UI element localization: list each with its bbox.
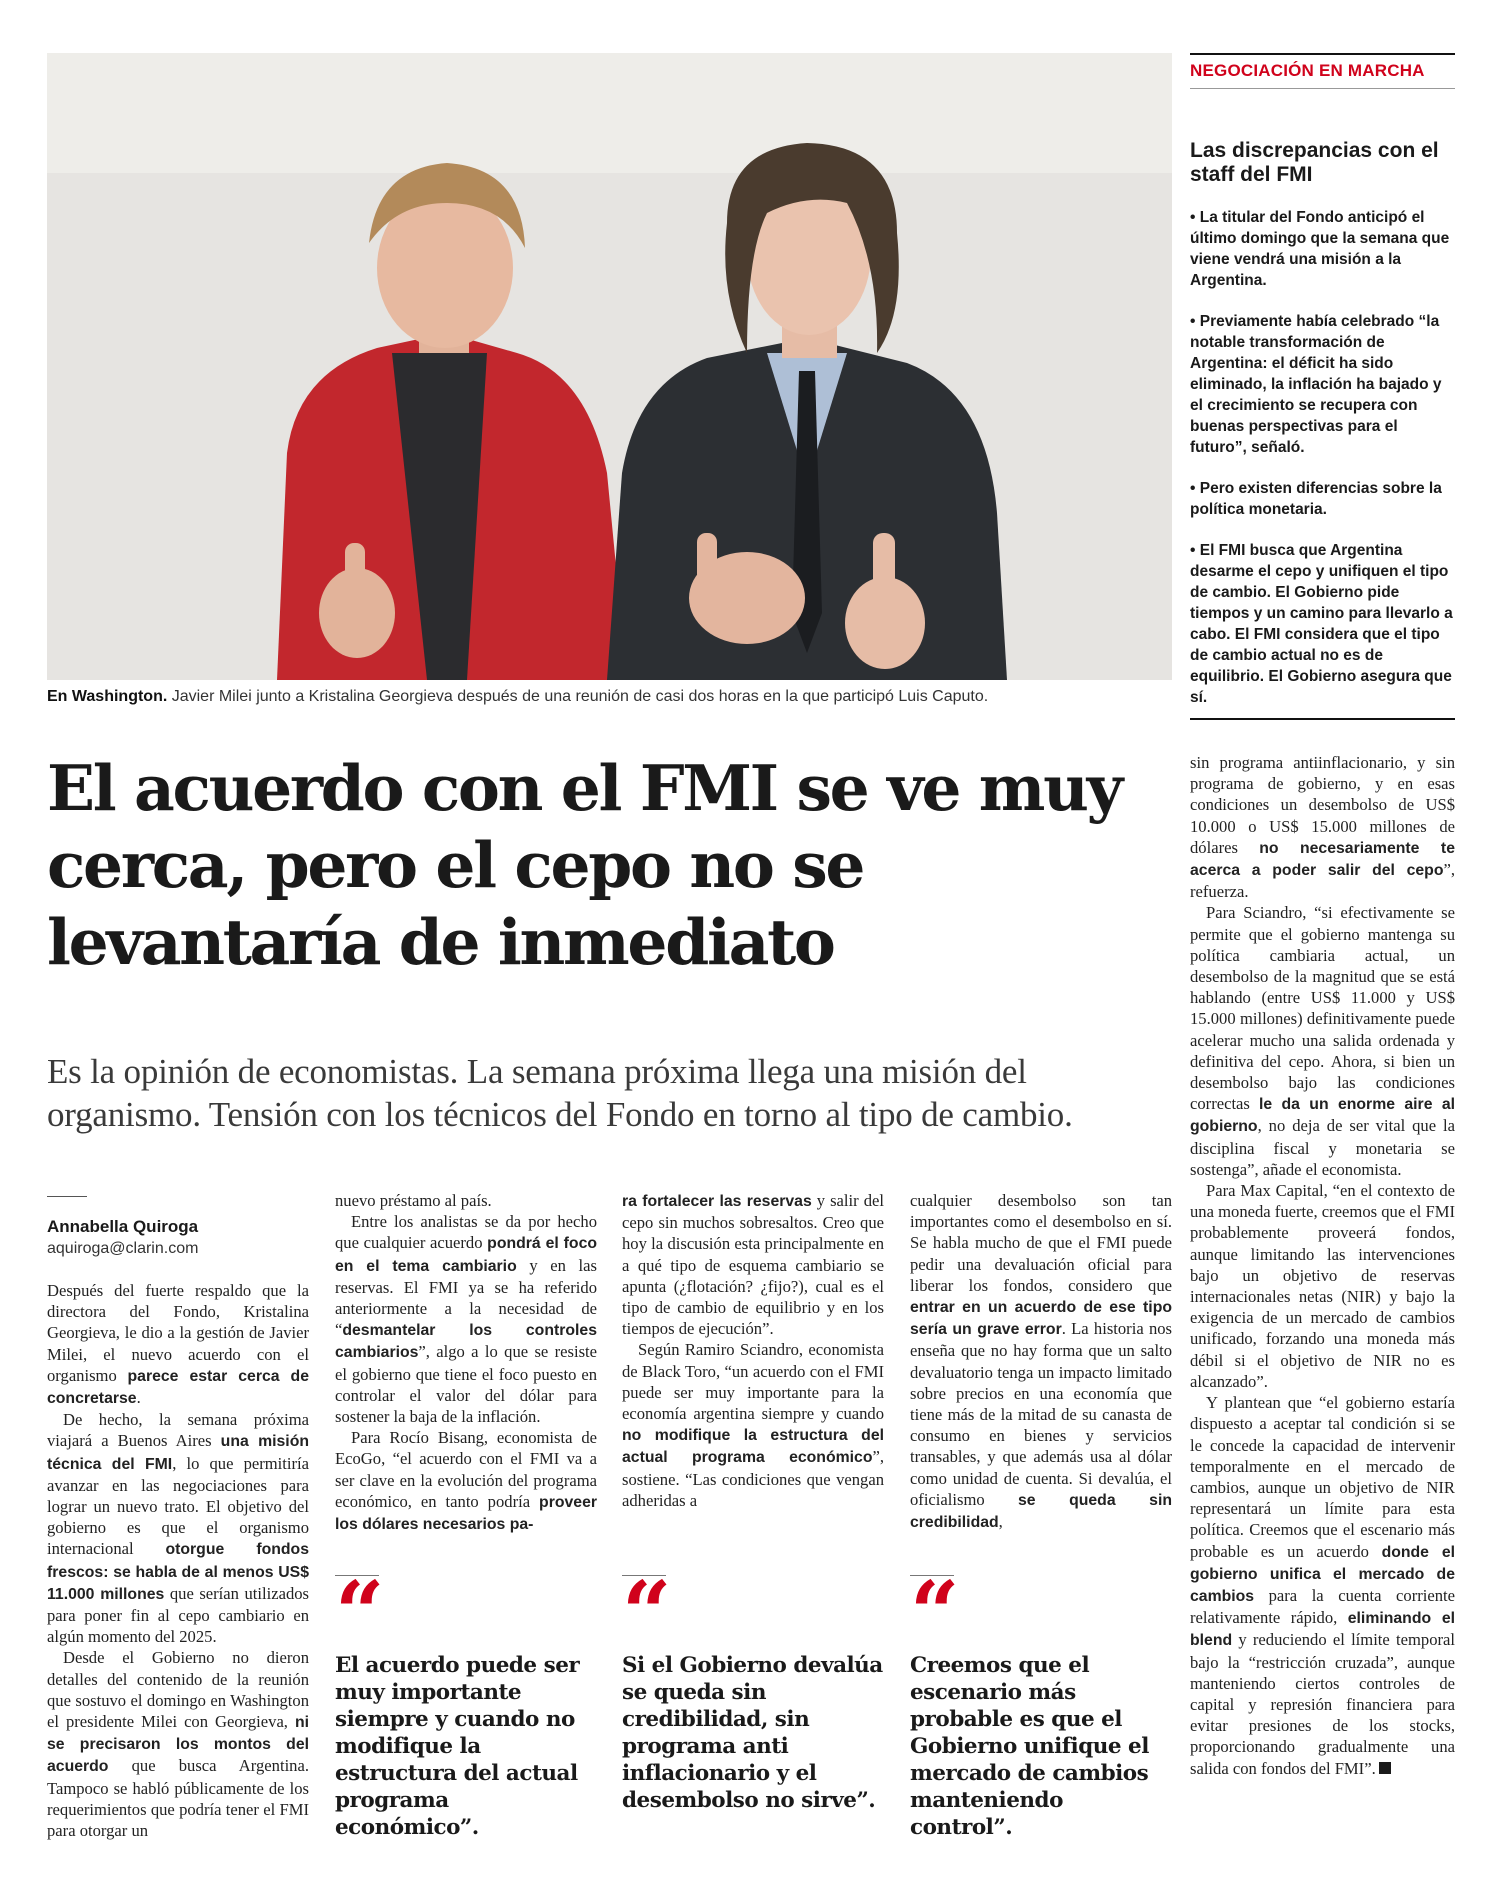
text-run: Para Rocío Bisang, economista de EcoGo, “el acuerdo con el FMI va a ser clave en la evolución del programa económico, en tanto podría: [335, 1428, 597, 1511]
photo-illustration: [47, 53, 1172, 680]
headline: El acuerdo con el FMI se ve muy cerca, pero el cepo no se levantaría de inmediato: [47, 751, 1121, 979]
quote-mark-icon: “: [622, 1563, 666, 1664]
paragraph: [622, 1339, 884, 1511]
end-of-article-mark: [1379, 1762, 1391, 1774]
text-run: Para Max Capital, “en el contexto de una moneda fuerte, creemos que el FMI probablemente proveerá fondos, aunque limitando las intervenciones bajo un objetivo de reservas internacionales netas (NIR) y bajo la exigencia de un mercado de cambios unificado, forzando una moneda más débil si el objetivo de NIR no es alcanzado”.: [1190, 1181, 1455, 1391]
text-run: , no deja de ser vital que la disciplina fiscal y monetaria se sostenga”, añade el economista.: [1190, 1116, 1455, 1179]
paragraph: [47, 1280, 309, 1409]
text-run: ”, algo a lo que se resiste el gobierno que tiene el foco puesto en controlar el valor del dólar para sostener la baja de la inflación.: [335, 1342, 597, 1427]
text-run: y reduciendo el límite temporal bajo la “restricción cruzada”, aunque manteniendo ciertos controles de capital y represión financiera para evitar presiones de los stocks, proporcionando gradualmente una salida con fondos del FMI”.: [1190, 1630, 1455, 1778]
quote-mark-icon: “: [910, 1563, 954, 1664]
paragraph: [335, 1190, 597, 1211]
bold-run: no necesariamente te acerca a poder salir del cepo: [1190, 839, 1455, 880]
text-run: ”, refuerza.: [1190, 860, 1455, 902]
paragraph: [335, 1427, 597, 1535]
sidebar-kicker-rule: [1190, 88, 1455, 89]
sidebar-item: • Previamente había celebrado “la notable transformación de Argentina: el déficit ha sido eliminado, la inflación ha bajado y el crecimiento se recupera con buenas perspectivas para el futuro”, señaló.: [1190, 313, 1442, 456]
bold-run: parece estar cerca de concretarse: [47, 1367, 309, 1408]
text-run: nuevo préstamo al país.: [335, 1191, 492, 1210]
bold-run: proveer los dólares necesarios pa-: [335, 1493, 597, 1534]
article-column-3: [622, 1190, 884, 1511]
bold-run: desmantelar los controles cambiarios: [335, 1322, 597, 1362]
bold-run: pondrá el foco en el tema cambiario: [335, 1235, 598, 1275]
text-run: Para Sciandro, “si efectivamente se permite que el gobierno mantenga su política cambiaria actual, un desembolso de la magnitud que se está hablando (entre US$ 11.000 y US$ 15.000 millones) definitivamente puede acelerar mucho una salida ordenada y definitiva del cepo. Ahora, si bien un desembolso bajo las condiciones correctas: [1190, 903, 1455, 1114]
text-run: ”, sostiene. “Las condiciones que vengan adheridas a: [622, 1447, 884, 1510]
bold-run: ni se precisaron los montos del acuerdo: [47, 1714, 309, 1776]
quote-text: El acuerdo puede ser muy importante siempre y cuando no modifique la estructura del actual programa económico”.: [335, 1653, 580, 1840]
sidebar-kicker: NEGOCIACIÓN EN MARCHA: [1190, 61, 1425, 80]
pull-quote: [910, 1563, 1172, 1841]
author-name: Annabella Quiroga: [47, 1217, 199, 1236]
paragraph: [910, 1190, 1172, 1533]
article-column-1: [47, 1280, 309, 1841]
bold-run: le da un enorme aire al gobierno: [1190, 1096, 1456, 1136]
caption-text: Javier Milei junto a Kristalina Georgieva después de una reunión de casi dos horas en la que participó Luis Caputo.: [167, 688, 989, 705]
text-run: y salir del cepo sin muchos sobresaltos. Creo que hoy la discusión esta principalmente en a qué tipo de esquema cambiario se apunta (¿flotación? ¿fijo?), cual es el tipo de cambio de equilibrio y en los tiempos de ejecución”.: [622, 1191, 884, 1339]
sidebar-box: [1190, 53, 1455, 720]
photo-caption: [47, 688, 1172, 706]
byline-rule: [47, 1196, 87, 1197]
quote-text: Creemos que el escenario más probable es que el Gobierno unifique el mercado de cambios manteniendo control”.: [910, 1653, 1149, 1840]
text-run: sin programa antiinflacionario, y sin programa de gobierno, y en esas condiciones un desembolso de US$ 10.000 o US$ 15.000 millones de dólares: [1190, 753, 1455, 857]
text-run: Y plantean que “el gobierno estaría dispuesto a aceptar tal condición si se le concede la capacidad de intervenir temporalmente en el mercado de cambios, aunque un objetivo de NIR representará un límite para esta política. Creemos que el escenario más probable es un acuerdo: [1190, 1393, 1455, 1561]
pull-quote: [335, 1563, 597, 1841]
paragraph: [335, 1211, 597, 1427]
sidebar-item: • La titular del Fondo anticipó el último domingo que la semana que viene vendrá una misión a la Argentina.: [1190, 209, 1450, 289]
text-run: Después del fuerte respaldo que la directora del Fondo, Kristalina Georgieva, le dio a la gestión de Javier Milei, el nuevo acuerdo con el organismo: [47, 1281, 309, 1385]
sidebar-title: Las discrepancias con el staff del FMI: [1190, 139, 1439, 186]
paragraph: [1190, 1392, 1455, 1779]
bold-run: otorgue fondos frescos: se habla de al menos US$ 11.000 millones: [47, 1541, 309, 1603]
text-run: , lo que permitiría avanzar en las negociaciones para lograr un nuevo trato. El objetivo del gobierno es que el organismo internacional: [47, 1453, 309, 1559]
text-run: cualquier desembolso son tan importantes como el desembolso en sí. Se habla mucho de que el FMI puede pedir una devaluación oficial para liberar los fondos, considero que: [910, 1191, 1172, 1295]
author-email: aquiroga@clarin.com: [47, 1240, 199, 1257]
news-photo: [47, 53, 1172, 680]
paragraph: [1190, 752, 1455, 902]
subheadline: Es la opinión de economistas. La semana próxima llega una misión del organismo. Tensión con los técnicos del Fondo en torno al tipo de cambio.: [47, 1052, 1073, 1134]
article-column-4: [910, 1190, 1172, 1533]
article-column-5: [1190, 752, 1455, 1779]
text-run: . La historia nos enseña que no hay forma que un salto devaluatorio tenga un impacto limitado sobre precios en una economía que tiene más de la mitad de su canasta de consumo en bienes y servicios transables, y que además usa al dólar como unidad de cuenta. Si devalúa, el oficialismo: [910, 1319, 1172, 1509]
text-run: Según Ramiro Sciandro, economista de Black Toro, “un acuerdo con el FMI puede ser muy importante para la economía argentina siempre y cuando: [622, 1340, 884, 1424]
text-run: para la cuenta corriente relativamente rápido,: [1190, 1585, 1455, 1628]
sidebar-bottom-rule: [1190, 718, 1455, 720]
paragraph: [47, 1647, 309, 1841]
sidebar-item: • El FMI busca que Argentina desarme el cepo y unifiquen el tipo de cambio. El Gobierno pide tiempos y un camino para llevarlo a cabo. El FMI considera que el tipo de cambio actual no es de equilibrio. El Gobierno asegura que sí.: [1190, 542, 1453, 706]
paragraph: [622, 1190, 884, 1339]
byline: [47, 1196, 309, 1258]
paragraph: [1190, 902, 1455, 1180]
paragraph: [1190, 1180, 1455, 1392]
bold-run: donde el gobierno unifica el mercado de cambios: [1190, 1543, 1456, 1605]
text-run: De hecho, la semana próxima viajará a Buenos Aires: [47, 1410, 309, 1451]
paragraph: [47, 1409, 309, 1647]
text-run: Desde el Gobierno no dieron detalles del contenido de la reunión que sostuvo el domingo en Washington el presidente Milei con Georgieva,: [47, 1648, 309, 1732]
text-run: que busca Argentina. Tampoco se habló públicamente de los requerimientos que podría tener el FMI para otorgar un: [47, 1756, 309, 1841]
bold-run: entrar en un acuerdo de ese tipo sería un grave error: [910, 1299, 1172, 1339]
bold-run: una misión técnica del FMI: [47, 1433, 309, 1473]
pull-quote: [622, 1563, 884, 1814]
bold-run: no modifique la estructura del actual programa económico: [622, 1427, 884, 1467]
bold-run: se queda sin credibilidad: [910, 1491, 1172, 1532]
text-run: Entre los analistas se da por hecho que cualquier acuerdo: [335, 1212, 597, 1253]
quote-mark-icon: “: [335, 1563, 379, 1664]
text-run: que serían utilizados para poner fin al cepo cambiario en algún momento del 2025.: [47, 1583, 310, 1647]
article-column-2: [335, 1190, 597, 1535]
quote-text: Si el Gobierno devalúa se queda sin credibilidad, sin programa anti inflacionario y el desembolso no sirve”.: [622, 1653, 883, 1813]
text-run: y en las reservas. El FMI ya se ha referido anteriormente a la necesidad de “: [335, 1255, 597, 1340]
bold-run: ra fortalecer las reservas: [622, 1193, 812, 1210]
sidebar-item: • Pero existen diferencias sobre la política monetaria.: [1190, 480, 1442, 518]
caption-lead: En Washington.: [47, 688, 168, 705]
bold-run: eliminando el blend: [1190, 1610, 1455, 1650]
text-run: ,: [998, 1512, 1003, 1532]
text-run: .: [136, 1388, 141, 1408]
